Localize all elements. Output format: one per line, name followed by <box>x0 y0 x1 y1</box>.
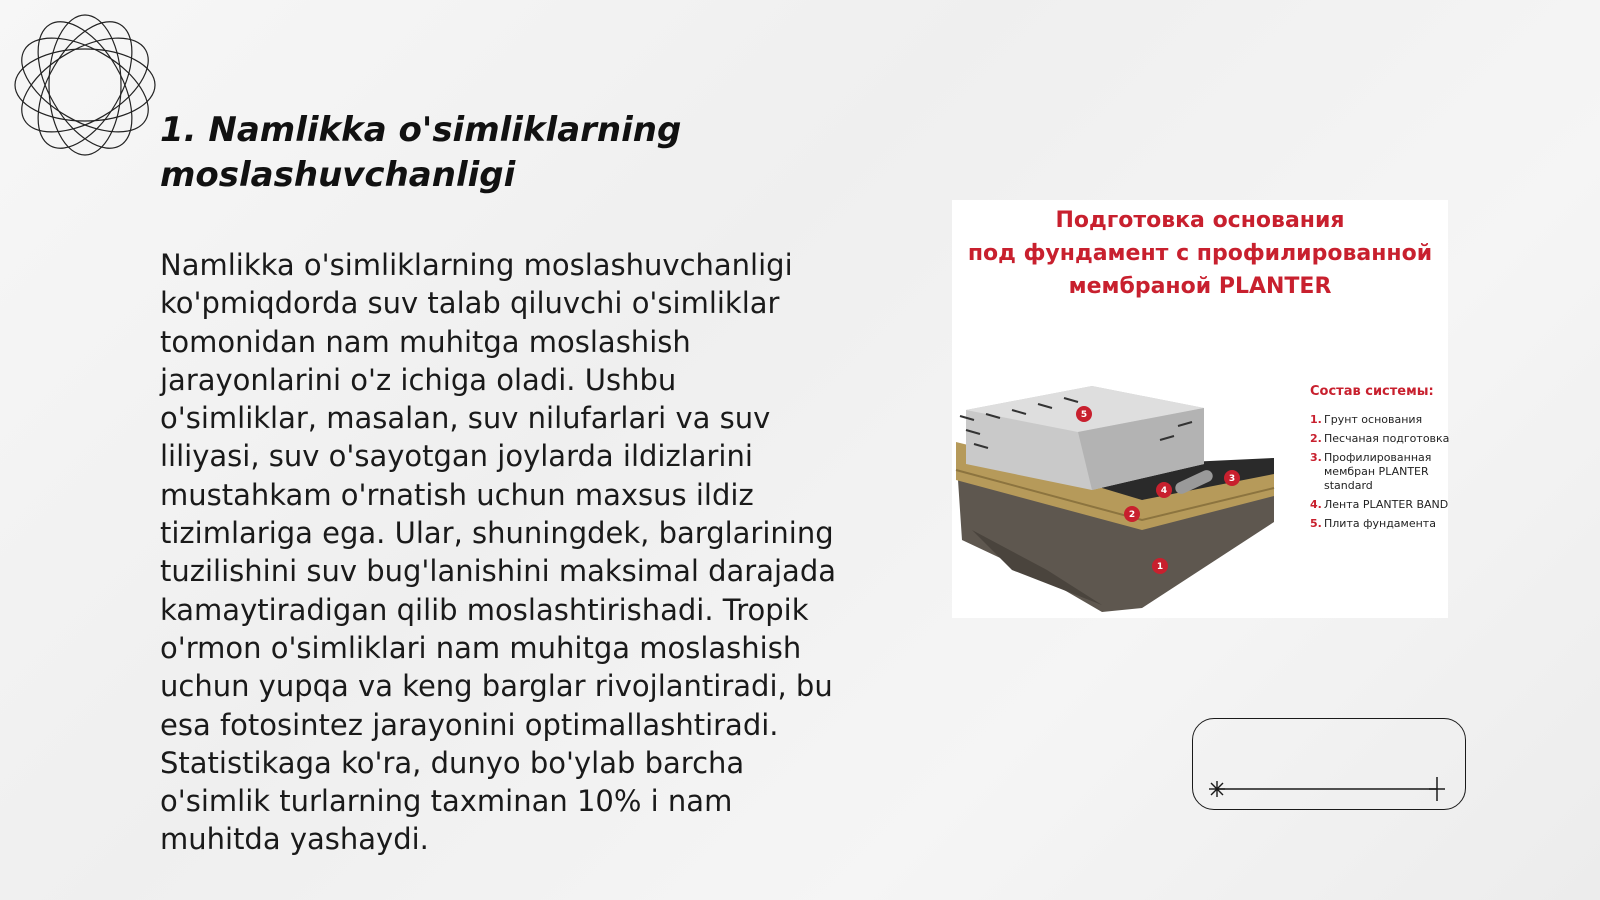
slide-title: 1. Namlikka o'simliklarning moslashuvchanligi <box>160 110 682 195</box>
legend-item: 3. Профилированная мембран PLANTER standard <box>1310 451 1432 492</box>
legend-item: 1. Грунт основания <box>1310 413 1423 426</box>
legend-item: 5. Плита фундамента <box>1310 517 1436 530</box>
marker-1: 1 <box>1156 562 1164 572</box>
figure-legend <box>1310 384 1460 536</box>
foundation-cross-section-illustration <box>952 380 1282 620</box>
marker-5: 5 <box>1080 410 1088 420</box>
legend-item: 4. Лента PLANTER BAND <box>1310 498 1449 511</box>
legend-title: Состав системы: <box>1310 384 1434 399</box>
orbit-rings-icon <box>10 10 160 160</box>
foundation-figure <box>952 200 1448 618</box>
marker-2: 2 <box>1128 510 1136 520</box>
figure-title: Подготовка основания под фундамент с профилированной мембраной PLANTER <box>967 208 1433 299</box>
star-cross-icon <box>1429 777 1445 801</box>
sparkle-icon <box>1209 781 1225 797</box>
marker-4: 4 <box>1160 486 1168 496</box>
slide-body-text: Namlikka o'simliklarning moslashuvchanligi ko'pmiqdorda suv talab qiluvchi o'simliklar tomonidan nam muhitga moslashish jarayonlarini o'z ichiga oladi. Ushbu o'simliklar, masalan, suv nilufarlari va suv liliyasi, suv o'sayotgan joylarda ildizlarini mustahkam o'rnatish uchun maxsus ildiz tizimlariga ega. Ular, shuningdek, barglarining tuzilishini suv bug'lanishini maksimal darajada kamaytiradigan qilib moslashtirishadi. Tropik o'rmon o'simliklari nam muhitga moslashish uchun yupqa va keng barglar rivojlantiradi, bu esa fotosintez jarayonini optimallashtiradi. Statistikaga ko'ra, dunyo bo'ylab barcha o'simlik turlarning taxminan 10% i nam muhitda yashaydi. <box>160 248 837 857</box>
decorative-line-widget <box>1192 718 1466 810</box>
marker-3: 3 <box>1228 474 1236 484</box>
legend-item: 2. Песчаная подготовка <box>1310 432 1450 445</box>
